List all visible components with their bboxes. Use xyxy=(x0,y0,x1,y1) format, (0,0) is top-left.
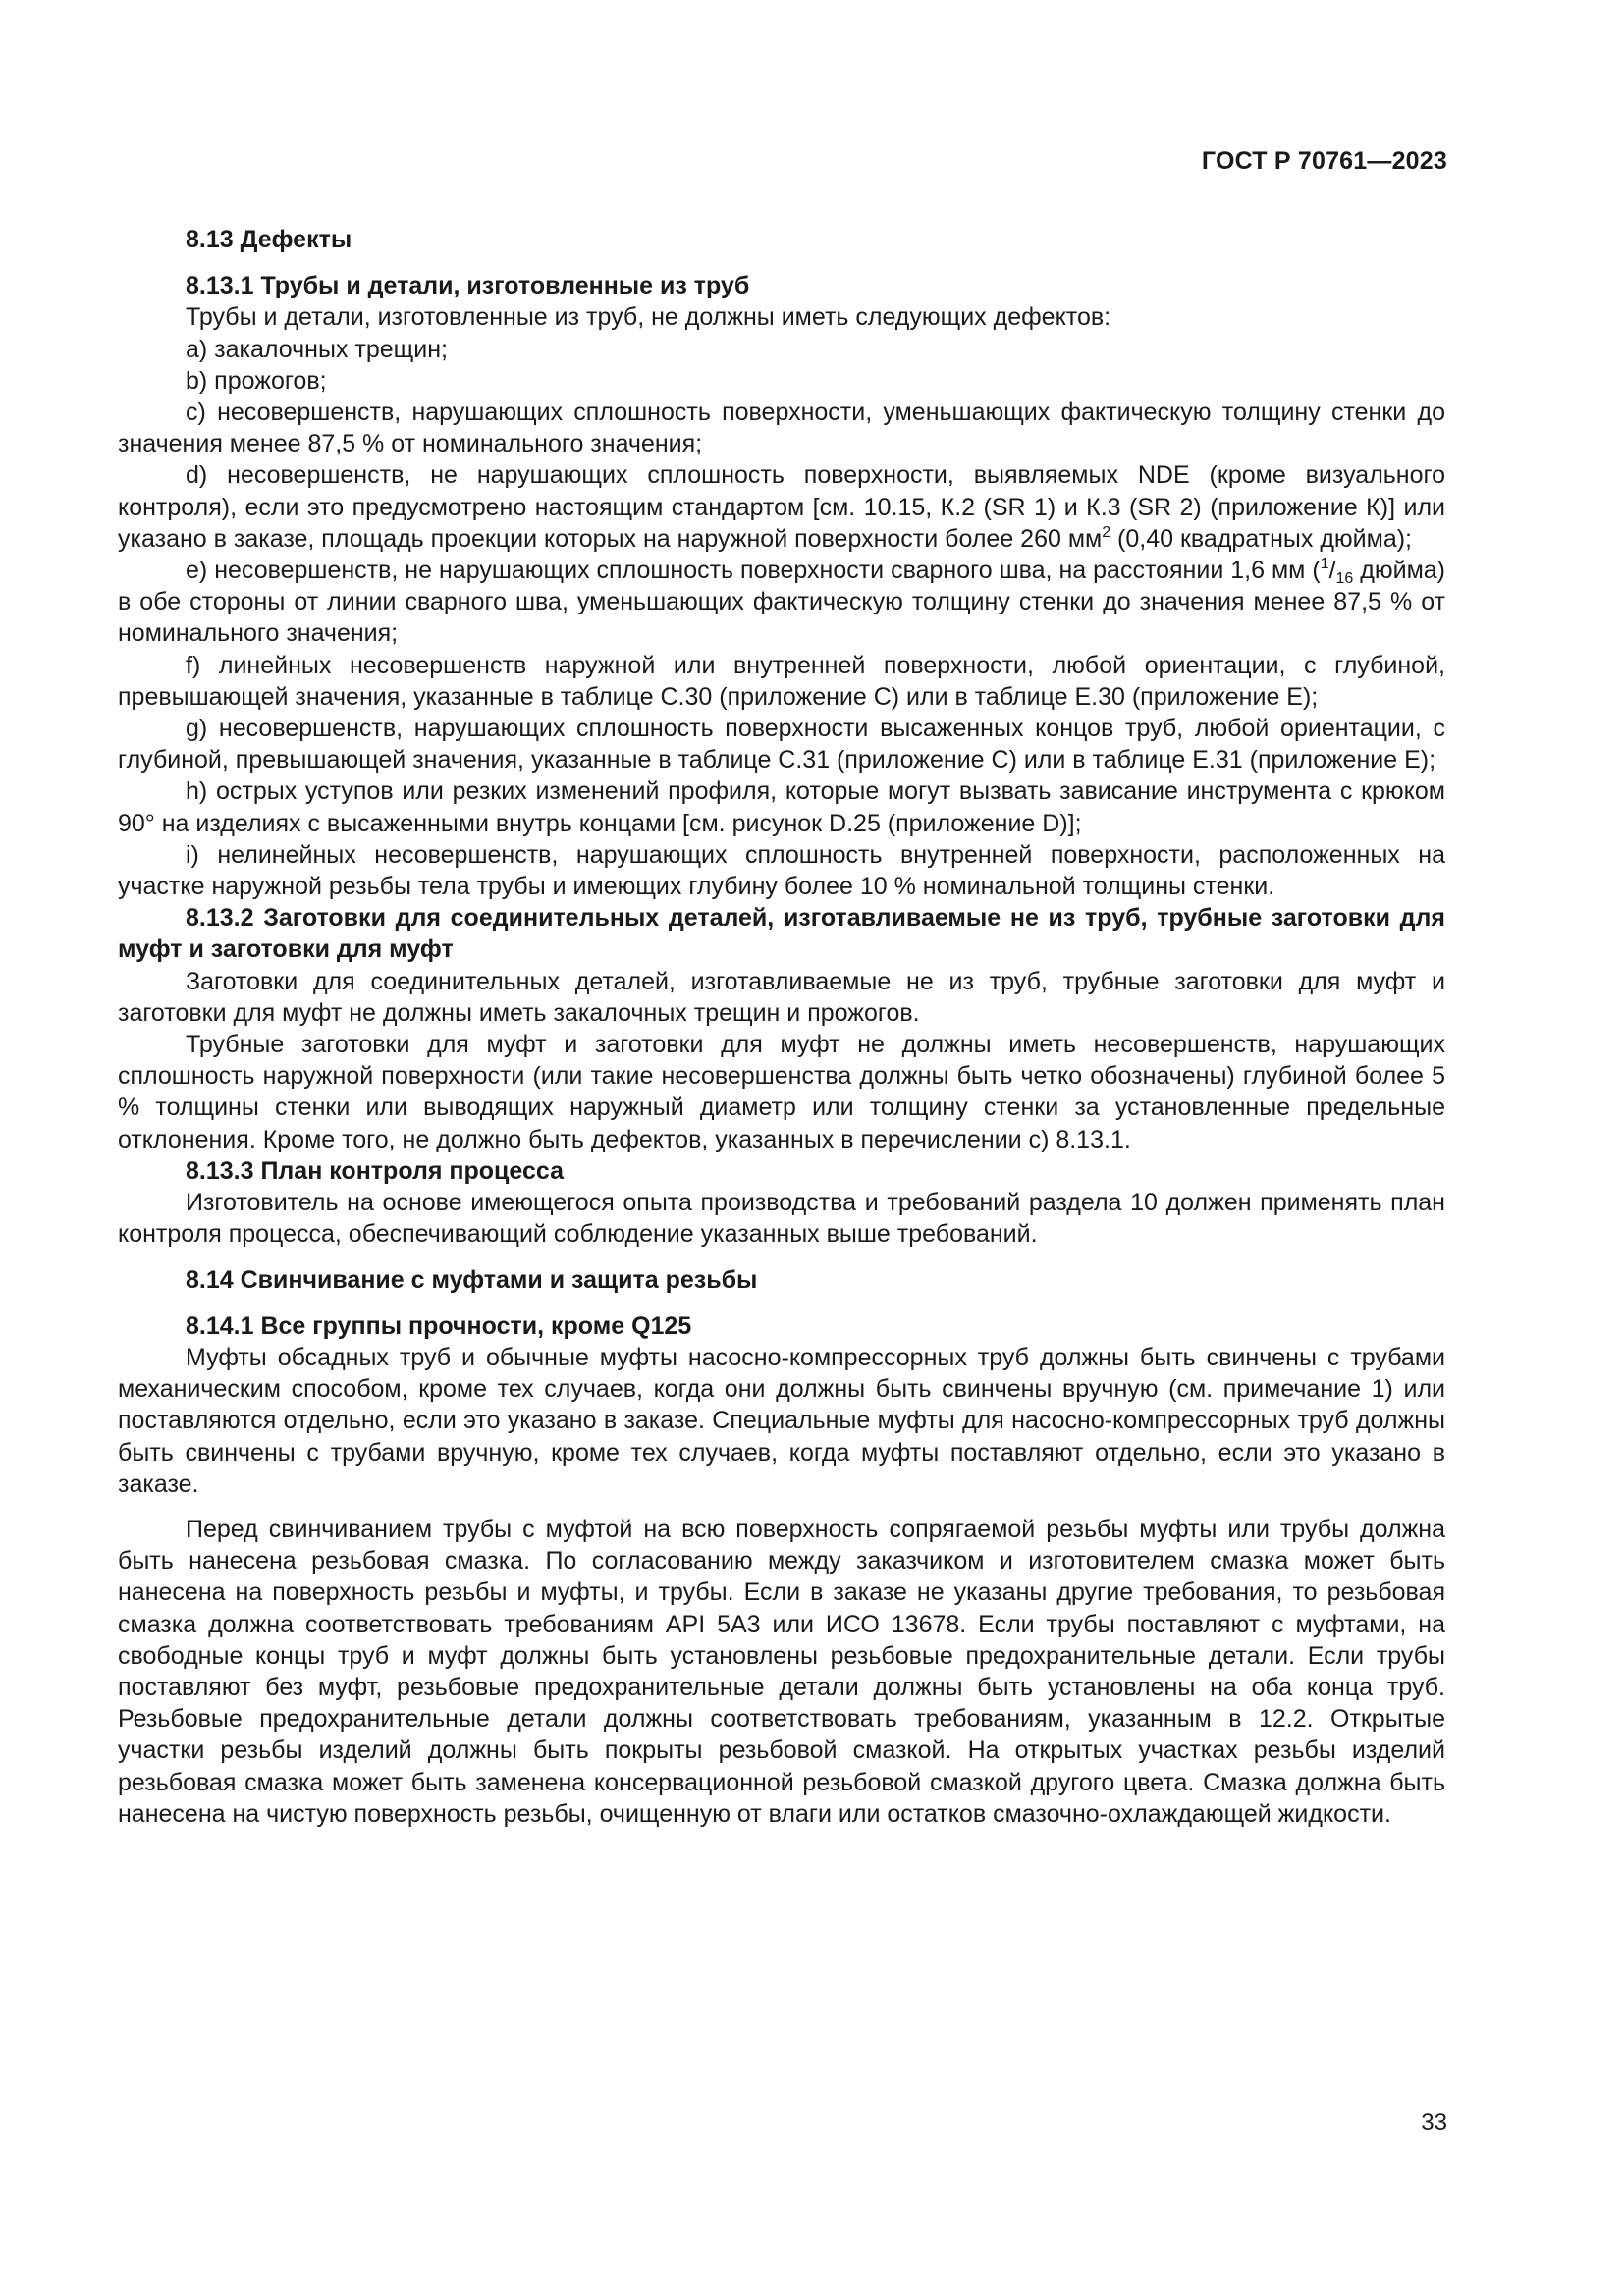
list-item: b) прожогов; xyxy=(186,366,327,395)
heading-8-13-3: 8.13.3 План контроля процесса xyxy=(186,1156,564,1185)
page-number: 33 xyxy=(1421,2109,1447,2136)
paragraph: Трубные заготовки для муфт и заготовки для муфт не должны иметь несовершенств, нарушающих сплошность наружной поверхности (или такие несовершенства должны быть четко обозначены) глубиной более 5 % толщины стенки или выводящих наружный диаметр или толщину стенки за установленные предельные отклонения. Кроме того, не должно быть дефектов, указанных в перечислении с) 8.13.1. xyxy=(118,1031,1445,1153)
list-item: i) нелинейных несовершенств, нарушающих сплошность внутренней поверхности, расположенных на участке наружной резьбы тела трубы и имеющих глубину более 10 % номинальной толщины стенки. xyxy=(118,840,1445,901)
list-item-text: d) несовершенств, не нарушающих сплошность поверхности, выявляемых NDE (кроме визуального контроля), если это предусмотрено настоящим стандартом [см. 10.15, К.2 (SR 1) и К.3 (SR 2) (приложение К)] или указано в заказе, площадь проекции которых на наружной поверхности более 260 мм xyxy=(118,461,1445,553)
list-item: c) несовершенств, нарушающих сплошность поверхности, уменьшающих фактическую толщину стенки до значения менее 87,5 % от номинального значения; xyxy=(118,399,1445,458)
heading-8-13-1: 8.13.1 Трубы и детали, изготовленные из труб xyxy=(186,272,750,300)
document-body xyxy=(118,224,1445,1830)
list-item: a) закалочных трещин; xyxy=(186,335,448,363)
heading-8-13: 8.13 Дефекты xyxy=(186,226,352,253)
list-item xyxy=(118,459,1445,555)
fraction-slash: / xyxy=(1328,557,1336,585)
heading-8-14-1: 8.14.1 Все группы прочности, кроме Q125 xyxy=(186,1311,692,1340)
superscript: 2 xyxy=(1102,523,1111,541)
list-item-text: (0,40 квадратных дюйма); xyxy=(1110,524,1413,553)
paragraph: Трубы и детали, изготовленные из труб, не должны иметь следующих дефектов: xyxy=(186,303,1111,332)
list-item: g) несовершенств, нарушающих сплошность поверхности высаженных концов труб, любой ориентации, с глубиной, превышающей значения, указанные в таблице С.31 (приложение С) или в таблице Е.31 (приложение Е); xyxy=(118,715,1445,774)
paragraph: Изготовитель на основе имеющегося опыта производства и требований раздела 10 должен применять план контроля процесса, обеспечивающий соблюдение указанных выше требований. xyxy=(118,1189,1445,1249)
paragraph: Перед свинчиванием трубы с муфтой на всю поверхность сопрягаемой резьбы муфты или трубы должна быть нанесена резьбовая смазка. По согласованию между заказчиком и изготовителем смазка может быть нанесена на поверхность резьбы и муфты, и трубы. Если в заказе не указаны другие требования, то резьбовая смазка должна соответствовать требованиям API 5A3 или ИСО 13678. Если трубы поставляют с муфтами, на свободные концы труб и муфт должны быть установлены резьбовые предохранительные детали. Если трубы поставляют без муфт, резьбовые предохранительные детали должны быть установлены на оба конца труб. Резьбовые предохранительные детали должны соответствовать требованиям, указанным в 12.2. Открытые участки резьбы изделий должны быть покрыты резьбовой смазкой. На открытых участках резьбы изделий резьбовая смазка может быть заменена консервационной резьбовой смазкой другого цвета. Смазка должна быть нанесена на чистую поверхность резьбы, очищенную от влаги или остатков смазочно-охлаждающей жидкости. xyxy=(118,1515,1445,1828)
heading-8-13-2: 8.13.2 Заготовки для соединительных деталей, изготавливаемые не из труб, трубные заготовки для муфт и заготовки для муфт xyxy=(118,904,1445,964)
list-item xyxy=(118,555,1445,650)
fraction-denominator: 16 xyxy=(1335,570,1354,588)
list-item: h) острых уступов или резких изменений профиля, которые могут вызвать зависание инструмента с крюком 90° на изделиях с высаженными внутрь концами [см. рисунок D.25 (приложение D)]; xyxy=(118,777,1445,837)
list-item-text: e) несовершенств, не нарушающих сплошность поверхности сварного шва, на расстоянии 1,6 мм ( xyxy=(186,557,1321,585)
list-item-text: дюйма) в обе стороны от линии сварного шва, уменьшающих фактическую толщину стенки до значения менее 87,5 % от номинального значения; xyxy=(118,557,1445,648)
paragraph: Заготовки для соединительных деталей, изготавливаемые не из труб, трубные заготовки для муфт и заготовки для муфт не должны иметь закалочных трещин и прожогов. xyxy=(118,967,1445,1027)
paragraph: Муфты обсадных труб и обычные муфты насосно-компрессорных труб должны быть свинчены с трубами механическим способом, кроме тех случаев, когда они должны быть свинчены вручную (см. примечание 1) или поставляются отдельно, если это указано в заказе. Специальные муфты для насосно-компрессорных труб должны быть свинчены с трубами вручную, кроме тех случаев, когда муфты поставляют отдельно, если это указано в заказе. xyxy=(118,1343,1445,1498)
document-code: ГОСТ Р 70761—2023 xyxy=(1201,147,1447,175)
fraction-numerator: 1 xyxy=(1320,556,1329,573)
heading-8-14: 8.14 Свинчивание с муфтами и защита резьбы xyxy=(186,1265,758,1294)
list-item: f) линейных несовершенств наружной или внутренней поверхности, любой ориентации, с глубиной, превышающей значения, указанные в таблице С.30 (приложение С) или в таблице Е.30 (приложение Е); xyxy=(118,651,1445,711)
